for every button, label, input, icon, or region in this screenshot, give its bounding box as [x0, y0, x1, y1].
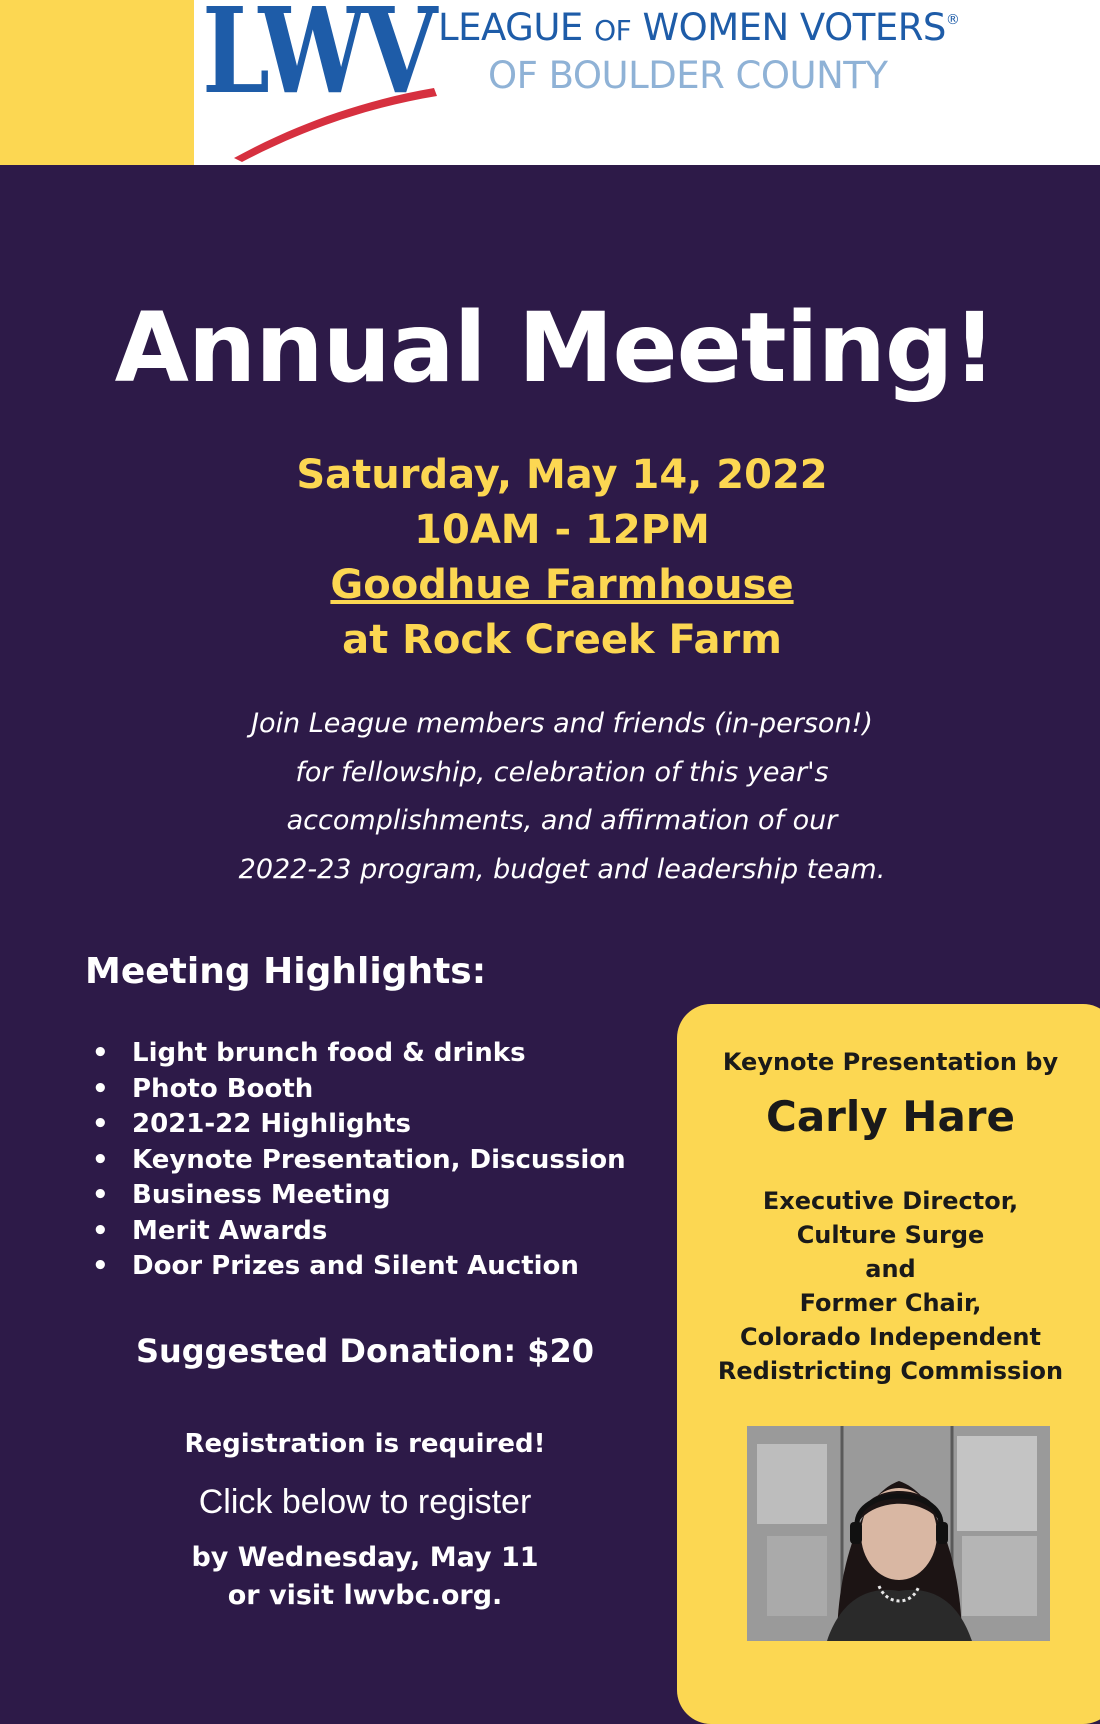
bullet-icon: • — [92, 1038, 109, 1068]
list-item-label: 2021-22 Highlights — [132, 1109, 412, 1139]
list-item-label: Door Prizes and Silent Auction — [132, 1251, 579, 1281]
list-item-label: Light brunch food & drinks — [132, 1038, 526, 1068]
org-name-line1 — [438, 6, 959, 49]
list-item — [92, 1143, 626, 1179]
speaker-photo — [747, 1426, 1050, 1641]
event-venue-sub: at Rock Creek Farm — [342, 617, 782, 663]
header-yellow-block — [0, 0, 194, 165]
register-link[interactable]: Click below to register — [198, 1483, 532, 1521]
role-line: Culture Surge — [796, 1221, 985, 1249]
org-name-line2: OF BOULDER COUNTY — [488, 54, 888, 97]
list-item-label: Keynote Presentation, Discussion — [132, 1144, 626, 1175]
website-link[interactable]: or visit lwvbc.org. — [227, 1580, 503, 1611]
bullet-icon: • — [92, 1144, 109, 1175]
intro-line: Join League members and friends (in-person!) — [251, 708, 873, 739]
registered-mark: ® — [945, 12, 960, 28]
list-item-label: Photo Booth — [132, 1073, 314, 1104]
registration-deadline: by Wednesday, May 11 — [191, 1542, 539, 1573]
bullet-icon: • — [92, 1073, 109, 1104]
list-item — [92, 1178, 626, 1214]
bullet-icon: • — [92, 1109, 109, 1139]
lwv-logo — [194, 0, 454, 165]
page-title: Annual Meeting! — [114, 292, 996, 404]
event-time: 10AM - 12PM — [414, 507, 710, 553]
bullet-icon: • — [92, 1180, 109, 1210]
list-item — [92, 1214, 626, 1250]
role-line: Former Chair, — [799, 1289, 982, 1317]
intro-text — [0, 700, 1100, 894]
event-venue-link[interactable]: Goodhue Farmhouse — [330, 562, 794, 608]
header-banner — [0, 0, 1100, 165]
event-date: Saturday, May 14, 2022 — [296, 452, 828, 498]
bullet-icon: • — [92, 1251, 109, 1281]
list-item — [92, 1249, 626, 1285]
org-name-of: OF — [594, 14, 632, 47]
bullet-icon: • — [92, 1215, 109, 1246]
list-item — [92, 1036, 626, 1072]
intro-line: for fellowship, celebration of this year's — [295, 756, 829, 788]
keynote-speaker-role — [677, 1184, 1100, 1388]
role-line: Executive Director, — [762, 1187, 1019, 1215]
role-line: Redistricting Commission — [717, 1357, 1064, 1385]
list-item-label: Merit Awards — [132, 1215, 328, 1246]
suggested-donation: Suggested Donation: $20 — [135, 1332, 595, 1370]
keynote-panel — [677, 1004, 1100, 1724]
role-line: and — [865, 1255, 916, 1283]
list-item-label: Business Meeting — [132, 1180, 391, 1210]
list-item — [92, 1107, 626, 1143]
keynote-speaker-name: Carly Hare — [766, 1092, 1015, 1141]
org-name-league: LEAGUE — [438, 6, 583, 49]
keynote-label: Keynote Presentation by — [722, 1048, 1059, 1076]
intro-line: 2022-23 program, budget and leadership team. — [238, 853, 886, 885]
role-line: Colorado Independent — [740, 1323, 1041, 1351]
org-name-women-voters: WOMEN VOTERS — [642, 6, 946, 49]
intro-line: accomplishments, and affirmation of our — [286, 805, 838, 836]
highlights-heading: Meeting Highlights: — [85, 951, 487, 992]
registration-required: Registration is required! — [184, 1429, 546, 1459]
speaker-portrait-icon — [747, 1426, 1050, 1641]
list-item — [92, 1072, 626, 1108]
highlights-list — [92, 1036, 626, 1285]
logo-letters: LWV — [202, 0, 433, 120]
